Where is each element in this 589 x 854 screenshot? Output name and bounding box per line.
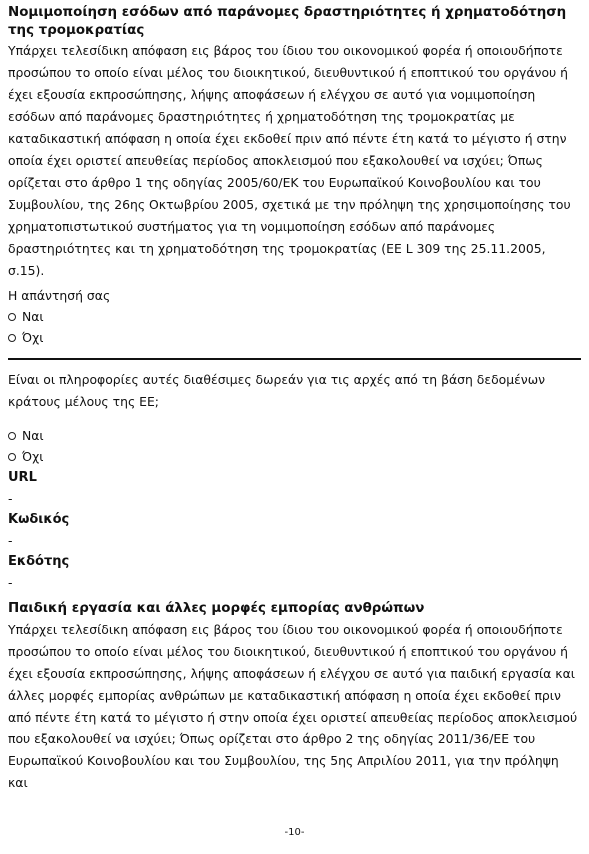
radio-option-label: Ναι — [22, 309, 44, 324]
section-description: Υπάρχει τελεσίδικη απόφαση εις βάρος του ίδιου του οικονομικού φορέα ή οποιουδήποτε προσώπου το οποίο είναι μέλος του διοικητικού, διευθυντικού ή εποπτικού του οργάνου ή έχει εξουσία εκπροσώπησης, λήψης αποφάσεων ή ελέγχου σε αυτό για παιδική εργασία και άλλες μορφές εμπορίας ανθρώπων με καταδικαστική απόφαση η οποία έχει εκδοθεί πριν από πέντε έτη κατά το μέγιστο ή στην οποία έχει οριστεί απευθείας περίοδος αποκλεισμού που εξακολουθεί να ισχύει; Όπως ορίζεται στο άρθρο 2 της οδηγίας 2011/36/ΕΕ του Ευρωπαϊκού Κοινοβουλίου και του Συμβουλίου, της 5ης Απριλίου 2011, για την πρόληψη και — [8, 622, 578, 790]
code-label: Κωδικός — [8, 512, 70, 528]
answer-label: Η απάντησή σας — [8, 288, 111, 303]
section-description: Υπάρχει τελεσίδικη απόφαση εις βάρος του ίδιου του οικονομικού φορέα ή οποιουδήποτε προσώπου το οποίο είναι μέλος του διοικητικού, διευθυντικού ή εποπτικού του οργάνου ή έχει εξουσία εκπροσώπησης, λήψης αποφάσεων ή ελέγχου σε αυτό για νομιμοποίηση εσόδων από παράνομες δραστηριότητες ή χρηματοδότηση της τρομοκρατίας με καταδικαστική απόφαση η οποία έχει εκδοθεί πριν από πέντε έτη κατά το μέγιστο ή στην οποία έχει οριστεί απευθείας περίοδος αποκλεισμού που εξακολουθεί να ισχύει; Όπως ορίζεται στο άρθρο 1 της οδηγίας 2005/60/ΕΚ του Ευρωπαϊκού Κοινοβουλίου και του Συμβουλίου, της 26ης Οκτωβρίου 2005, σχετικά με την πρόληψη της χρησιμοποίησης του χρηματοπιστωτικού συστήματος για τη νομιμοποίηση εσόδων από παράνομες δραστηριότητες και τη χρηματοδότηση της τρομοκρατίας (ΕΕ L 309 της 25.11.2005, σ.15). — [8, 43, 571, 278]
radio-option-label: Όχι — [22, 330, 44, 345]
radio-circle-icon[interactable] — [8, 334, 16, 342]
code-value: - — [8, 533, 13, 549]
radio-option-no[interactable] — [8, 327, 581, 348]
document-page — [8, 4, 581, 794]
url-value: - — [8, 491, 13, 507]
radio-option-label: Όχι — [22, 449, 44, 465]
radio-circle-icon[interactable] — [8, 313, 16, 321]
issuer-value: - — [8, 575, 13, 591]
page-number: -10- — [284, 827, 305, 838]
radio-option-label: Ναι — [22, 428, 44, 444]
section-divider — [8, 358, 581, 360]
money-laundering-section — [8, 4, 581, 348]
radio-circle-icon[interactable] — [8, 453, 16, 461]
url-label: URL — [8, 470, 37, 486]
radio-option-no[interactable] — [8, 446, 581, 467]
radio-option-yes[interactable] — [8, 306, 581, 327]
issuer-label: Εκδότης — [8, 554, 70, 570]
radio-circle-icon[interactable] — [8, 432, 16, 440]
availability-question: Είναι οι πληροφορίες αυτές διαθέσιμες δωρεάν για τις αρχές από τη βάση δεδομένων κράτους μέλους της ΕΕ; — [8, 372, 546, 409]
radio-option-yes[interactable] — [8, 425, 581, 446]
section-title: Παιδική εργασία και άλλες μορφές εμπορίας ανθρώπων — [8, 601, 425, 617]
section-title: Νομιμοποίηση εσόδων από παράνομες δραστηριότητες ή χρηματοδότηση της τρομοκρατίας — [8, 5, 567, 38]
child-labour-section — [8, 599, 581, 793]
availability-section — [8, 369, 581, 593]
